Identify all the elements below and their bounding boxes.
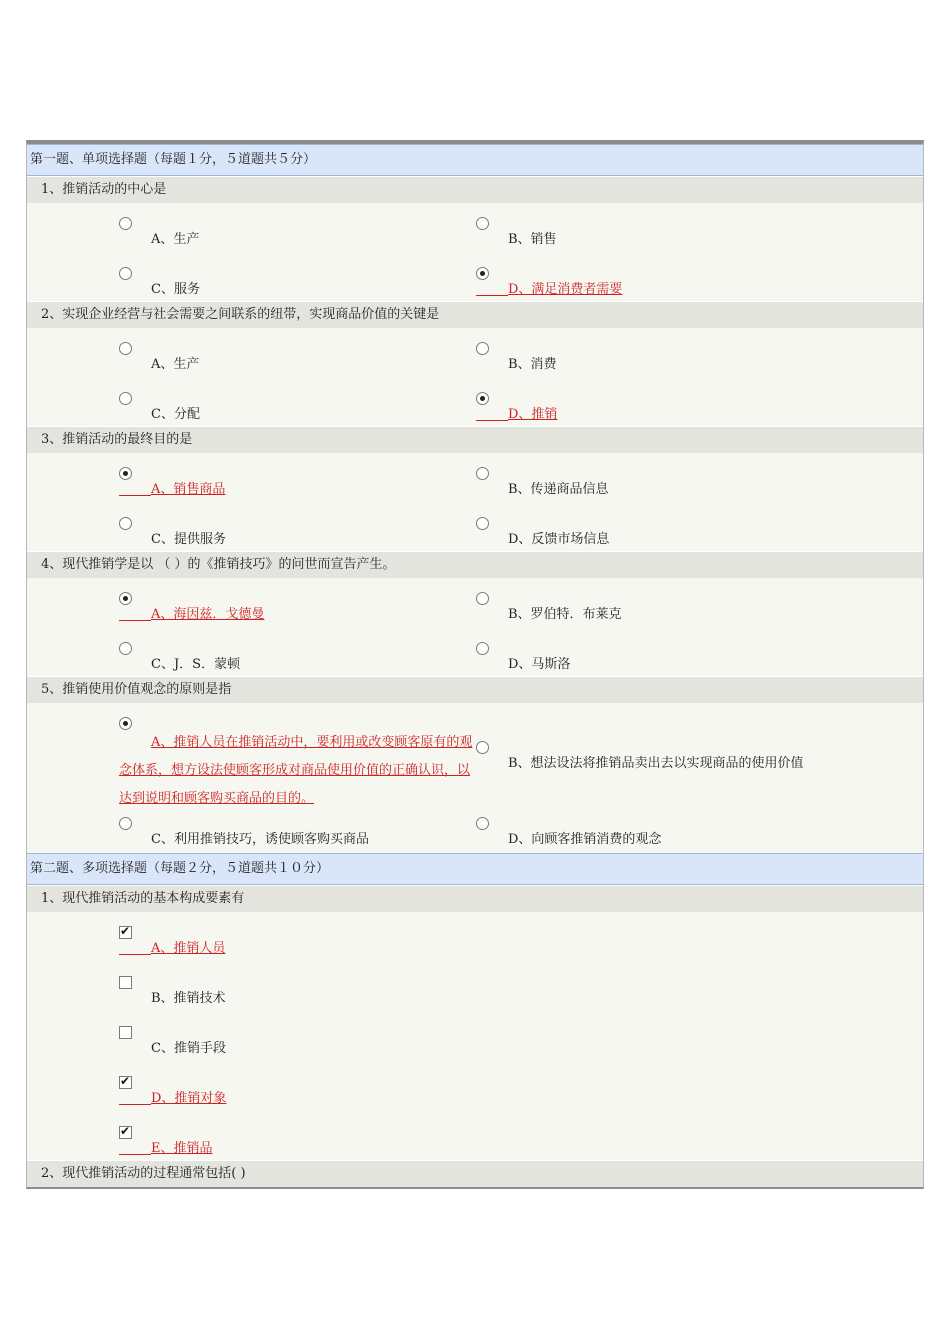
- check-icon: ✔: [120, 1074, 131, 1088]
- radio-button[interactable]: [476, 592, 489, 605]
- question-title: 2、实现企业经营与社会需要之间联系的纽带，实现商品价值的关键是: [27, 301, 923, 328]
- radio-button[interactable]: [476, 741, 489, 754]
- options-group: [27, 703, 923, 853]
- option-label: B、消费: [508, 357, 557, 372]
- option-label: D、马斯洛: [508, 657, 571, 672]
- options-group: [27, 912, 923, 1160]
- option-label-selected: D、推销对象: [151, 1091, 227, 1106]
- radio-button[interactable]: [476, 817, 489, 830]
- options-group: [27, 203, 923, 301]
- selected-underline: [119, 1104, 151, 1105]
- option-label: C、分配: [151, 407, 200, 422]
- radio-button-selected[interactable]: [476, 267, 489, 280]
- checkbox-checked[interactable]: [119, 1126, 132, 1139]
- radio-button[interactable]: [119, 217, 132, 230]
- quiz-container: [26, 140, 924, 1189]
- question-title: 1、现代推销活动的基本构成要素有: [27, 885, 923, 912]
- options-group: [27, 578, 923, 676]
- radio-button-selected[interactable]: [119, 592, 132, 605]
- radio-button[interactable]: [476, 642, 489, 655]
- options-group: [27, 453, 923, 551]
- checkbox[interactable]: [119, 1026, 132, 1039]
- radio-button[interactable]: [476, 467, 489, 480]
- option-label: D、向顾客推销消费的观念: [508, 832, 662, 847]
- selected-underline: [119, 954, 151, 955]
- option-label-selected: A、海因兹．戈德曼: [151, 607, 265, 622]
- radio-button[interactable]: [119, 267, 132, 280]
- option-label-selected: D、满足消费者需要: [508, 282, 623, 297]
- checkbox-checked[interactable]: [119, 926, 132, 939]
- question-title: 4、现代推销学是以 （ ）的《推销技巧》的问世而宣告产生。: [27, 551, 923, 578]
- question-title: 3、推销活动的最终目的是: [27, 426, 923, 453]
- selected-underline: [119, 1154, 151, 1155]
- option-label: C、提供服务: [151, 532, 226, 547]
- selected-underline: [476, 295, 508, 296]
- radio-button[interactable]: [119, 642, 132, 655]
- option-label: A、生产: [151, 232, 200, 247]
- option-label-selected: E、推销品: [151, 1141, 213, 1156]
- radio-button-selected[interactable]: [476, 392, 489, 405]
- option-label: C、服务: [151, 282, 200, 297]
- option-label: A、生产: [151, 357, 200, 372]
- option-label: B、推销技术: [151, 991, 226, 1006]
- radio-button[interactable]: [119, 342, 132, 355]
- section-header-single-choice: 第一题、单项选择题（每题１分，５道题共５分）: [27, 144, 923, 176]
- check-icon: ✔: [120, 1124, 131, 1138]
- question-title: 5、推销使用价值观念的原则是指: [27, 676, 923, 703]
- selected-underline: [119, 495, 151, 496]
- section-header-multiple-choice: 第二题、多项选择题（每题２分，５道题共１０分）: [27, 853, 923, 885]
- radio-button[interactable]: [119, 817, 132, 830]
- option-label: C、J．S．蒙顿: [151, 657, 241, 672]
- option-label-selected: A、推销人员: [151, 941, 226, 956]
- radio-button-selected[interactable]: [119, 467, 132, 480]
- question-title: 2、现代推销活动的过程通常包括( ): [27, 1160, 923, 1187]
- checkbox[interactable]: [119, 976, 132, 989]
- option-label-selected: A、销售商品: [151, 482, 226, 497]
- option-label-selected: A、推销人员在推销活动中，要利用或改变顾客原有的观念体系，想方设法使顾客形成对商品使用价值的正确认识，以达到说明和顾客购买商品的目的。: [119, 735, 473, 806]
- radio-button[interactable]: [476, 217, 489, 230]
- check-icon: ✔: [120, 924, 131, 938]
- options-group: [27, 328, 923, 426]
- checkbox-checked[interactable]: [119, 1076, 132, 1089]
- selected-underline: [476, 420, 508, 421]
- option-label: B、罗伯特．布莱克: [508, 607, 622, 622]
- radio-button[interactable]: [476, 517, 489, 530]
- option-label-selected: D、推销: [508, 407, 558, 422]
- radio-button[interactable]: [119, 517, 132, 530]
- option-label: B、销售: [508, 232, 557, 247]
- radio-button[interactable]: [476, 342, 489, 355]
- option-label: B、传递商品信息: [508, 482, 609, 497]
- radio-button[interactable]: [119, 392, 132, 405]
- option-label: D、反馈市场信息: [508, 532, 610, 547]
- option-label: C、利用推销技巧，诱使顾客购买商品: [151, 832, 369, 847]
- option-label: C、推销手段: [151, 1041, 226, 1056]
- selected-underline: [119, 620, 151, 621]
- option-label: B、想法设法将推销品卖出去以实现商品的使用价值: [508, 756, 804, 771]
- question-title: 1、推销活动的中心是: [27, 176, 923, 203]
